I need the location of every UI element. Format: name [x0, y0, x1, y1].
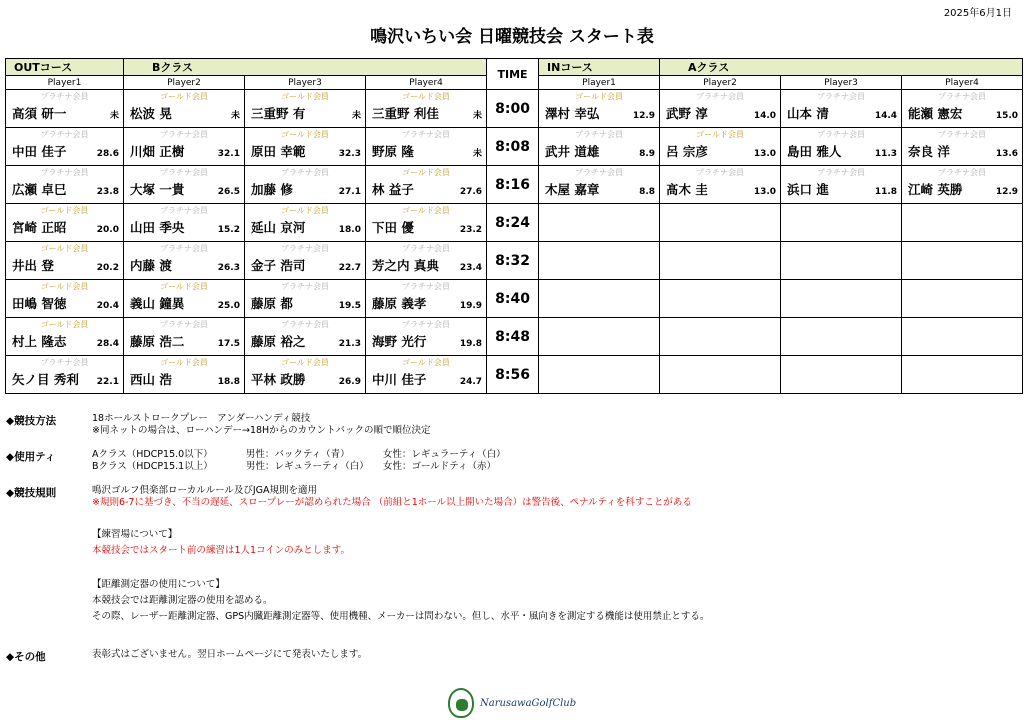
in-player-cell	[660, 242, 781, 280]
in-player-cell	[660, 204, 781, 242]
player-handicap: 8.8	[639, 187, 656, 197]
tee-time: 8:24	[487, 204, 539, 242]
player-handicap: 12.9	[632, 111, 656, 121]
player-name: 江崎 英勝	[908, 182, 963, 197]
membership-badge: プラチナ会員	[402, 320, 451, 329]
membership-badge: プラチナ会員	[281, 244, 329, 253]
player-name: 加藤 修	[251, 182, 293, 197]
player-name: 三重野 有	[251, 106, 306, 121]
player-name: 藤原 浩二	[130, 334, 185, 349]
note-line: 表彰式はございません。翌日ホームページにて発表いたします。	[92, 649, 368, 660]
player-handicap: 11.3	[874, 149, 898, 159]
out-player-cell	[6, 356, 124, 394]
player-handicap: 20.0	[96, 225, 119, 235]
player-handicap: 13.6	[995, 149, 1019, 159]
player-handicap: 19.5	[338, 301, 361, 311]
player-name: 武井 道雄	[545, 144, 600, 159]
player-name: 高須 研一	[12, 106, 67, 121]
membership-badge: ゴールド会員	[281, 92, 329, 101]
pairing-row	[6, 204, 1023, 242]
player-handicap: 13.0	[753, 187, 777, 197]
in-player-cell	[902, 242, 1023, 280]
out-player-cell	[245, 242, 366, 280]
player-name: 藤原 義孝	[372, 296, 427, 311]
out-player-cell	[124, 166, 245, 204]
player-name: 延山 京河	[251, 220, 306, 235]
tee-time: 8:48	[487, 318, 539, 356]
membership-badge: プラチナ会員	[938, 92, 987, 101]
membership-badge: ゴールド会員	[40, 244, 89, 253]
player-name: 金子 浩司	[251, 258, 306, 273]
membership-badge: ゴールド会員	[402, 358, 450, 367]
player-name: 平林 政勝	[251, 372, 306, 387]
player-name: 海野 光行	[372, 334, 427, 349]
player-name: 髙木 圭	[666, 182, 708, 197]
note-label: ◆競技方法	[6, 415, 57, 427]
out-player-cell	[245, 166, 366, 204]
note-line: その際、レーザー距離測定器、GPS内臓距離測定器等、使用機種、メーカーは問わない。但し、水平・風向きを測定する機能は使用禁止とする。	[92, 611, 710, 622]
note-text	[92, 485, 992, 509]
in-player-cell	[902, 318, 1023, 356]
player-name: 澤村 幸弘	[545, 106, 600, 121]
in-player-cell	[781, 242, 902, 280]
player-handicap: 26.3	[217, 263, 240, 273]
note-line: 【練習場について】	[92, 529, 178, 540]
out-player-label-4: Player4	[366, 76, 487, 90]
out-player-cell	[245, 128, 366, 166]
note-line: 本競技会ではスタート前の練習は1人1コインのみとします。	[92, 545, 351, 556]
course-header-row	[6, 59, 1023, 76]
note-text	[92, 413, 992, 437]
note-text	[92, 449, 992, 473]
membership-badge: プラチナ会員	[40, 358, 89, 367]
pairing-row	[6, 128, 1023, 166]
player-handicap: 32.1	[217, 149, 240, 159]
out-player-cell	[6, 280, 124, 318]
membership-badge: プラチナ会員	[40, 130, 89, 139]
in-player-cell	[539, 128, 660, 166]
player-name: 林 益子	[372, 182, 414, 197]
player-handicap: 11.8	[874, 187, 898, 197]
membership-badge: プラチナ会員	[281, 282, 329, 291]
note-line: ※規則6-7に基づき、不当の遅延、スロープレーが認められた場合 （前組と1ホール以上開いた場合）は警告後、ペナルティを科すことがある	[92, 497, 692, 508]
in-player-cell	[781, 204, 902, 242]
tee-time: 8:16	[487, 166, 539, 204]
player-name: 島田 雅人	[787, 144, 842, 159]
in-player-cell	[902, 280, 1023, 318]
in-player-label-4: Player4	[902, 76, 1023, 90]
out-player-cell	[6, 128, 124, 166]
in-player-cell	[902, 90, 1023, 128]
note-line: Aクラス（HDCP15.0以下） 男性：バックティ（青） 女性：レギュラーティ（白）	[92, 449, 506, 460]
membership-badge: プラチナ会員	[402, 244, 451, 253]
note-text	[92, 649, 992, 661]
out-class-label: Bクラス	[124, 59, 487, 76]
player-handicap: 28.6	[96, 149, 119, 159]
player-name: 野原 隆	[372, 144, 414, 159]
out-player-label-3: Player3	[245, 76, 366, 90]
tee-time: 8:00	[487, 90, 539, 128]
membership-badge: プラチナ会員	[281, 168, 329, 177]
in-player-cell	[781, 90, 902, 128]
note-line: ※同ネットの場合は、ローハンデー→18Hからのカウントバックの順で順位決定	[92, 425, 431, 436]
tee-time: 8:56	[487, 356, 539, 394]
player-handicap: 14.4	[874, 111, 898, 121]
membership-badge: ゴールド会員	[160, 282, 208, 291]
out-player-cell	[124, 280, 245, 318]
out-player-cell	[366, 90, 487, 128]
in-player-cell	[660, 318, 781, 356]
out-player-cell	[245, 280, 366, 318]
in-player-cell	[781, 280, 902, 318]
in-player-label-1: Player1	[539, 76, 660, 90]
player-name: 原田 幸範	[251, 144, 306, 159]
membership-badge: プラチナ会員	[160, 168, 208, 177]
membership-badge: プラチナ会員	[160, 320, 208, 329]
membership-badge: ゴールド会員	[402, 206, 450, 215]
membership-badge: ゴールド会員	[575, 92, 623, 101]
membership-badge: ゴールド会員	[281, 358, 329, 367]
player-name: 芳之内 真典	[372, 258, 439, 273]
pairing-row	[6, 280, 1023, 318]
out-player-cell	[245, 204, 366, 242]
out-player-cell	[6, 318, 124, 356]
player-handicap: 18.8	[217, 377, 240, 387]
out-player-cell	[366, 166, 487, 204]
player-handicap: 24.7	[459, 377, 483, 387]
membership-badge: ゴールド会員	[40, 282, 89, 291]
out-course-label: OUTコース	[6, 59, 124, 76]
tee-time: 8:08	[487, 128, 539, 166]
membership-badge: プラチナ会員	[160, 130, 208, 139]
player-handicap: 18.0	[338, 225, 361, 235]
out-player-cell	[245, 318, 366, 356]
pairing-row	[6, 318, 1023, 356]
membership-badge: ゴールド会員	[160, 92, 208, 101]
out-player-label-1: Player1	[6, 76, 124, 90]
player-name: 奈良 洋	[908, 144, 950, 159]
membership-badge: プラチナ会員	[402, 130, 451, 139]
in-player-cell	[539, 90, 660, 128]
membership-badge: プラチナ会員	[160, 244, 208, 253]
player-handicap: 28.4	[96, 339, 119, 349]
membership-badge: プラチナ会員	[40, 92, 89, 101]
out-player-cell	[6, 166, 124, 204]
club-logo	[448, 688, 578, 720]
in-player-cell	[660, 166, 781, 204]
in-player-cell	[539, 356, 660, 394]
membership-badge: プラチナ会員	[40, 168, 89, 177]
player-handicap: 22.7	[338, 263, 361, 273]
in-player-cell	[539, 166, 660, 204]
in-player-cell	[539, 204, 660, 242]
membership-badge: プラチナ会員	[817, 168, 866, 177]
player-handicap: 14.0	[753, 111, 777, 121]
out-player-cell	[245, 356, 366, 394]
player-name: 中田 佳子	[12, 144, 67, 159]
membership-badge: プラチナ会員	[817, 92, 866, 101]
in-player-cell	[902, 204, 1023, 242]
page-title: 鳴沢いちい会 日曜競技会 スタート表	[370, 27, 654, 47]
player-handicap: 26.9	[338, 377, 361, 387]
player-name: 藤原 都	[251, 296, 293, 311]
player-handicap: 21.3	[338, 339, 361, 349]
in-player-cell	[660, 356, 781, 394]
player-handicap: 12.9	[995, 187, 1019, 197]
player-handicap: 19.9	[459, 301, 483, 311]
start-table	[5, 58, 1023, 394]
out-player-cell	[124, 90, 245, 128]
note-line: 18ホールストロークプレー アンダーハンディ競技	[92, 413, 311, 424]
in-player-cell	[902, 356, 1023, 394]
player-handicap: 未	[109, 111, 119, 121]
out-player-cell	[6, 90, 124, 128]
in-player-cell	[660, 128, 781, 166]
player-name: 村上 隆志	[12, 334, 67, 349]
note-line: 本競技会では距離測定器の使用を認める。	[92, 595, 273, 606]
out-player-cell	[366, 128, 487, 166]
player-name: 能瀬 憲宏	[908, 106, 963, 121]
in-player-cell	[781, 128, 902, 166]
out-player-cell	[124, 204, 245, 242]
player-handicap: 23.4	[459, 263, 483, 273]
membership-badge: プラチナ会員	[160, 206, 208, 215]
document-date: 2025年6月1日	[943, 8, 1012, 19]
player-name: 呂 宗彦	[666, 144, 708, 159]
in-player-cell	[539, 280, 660, 318]
pairing-row	[6, 356, 1023, 394]
membership-badge: ゴールド会員	[40, 206, 89, 215]
note-label: ◆使用ティ	[6, 451, 56, 463]
membership-badge: プラチナ会員	[575, 130, 624, 139]
player-handicap: 25.0	[217, 301, 240, 311]
membership-badge: プラチナ会員	[817, 130, 866, 139]
player-name: 武野 淳	[666, 106, 708, 121]
out-player-cell	[124, 128, 245, 166]
tee-time: 8:40	[487, 280, 539, 318]
in-player-cell	[781, 356, 902, 394]
player-handicap: 未	[473, 149, 483, 159]
out-player-cell	[245, 90, 366, 128]
in-player-cell	[660, 280, 781, 318]
time-header: TIME	[487, 59, 539, 90]
out-player-cell	[124, 318, 245, 356]
player-name: 浜口 進	[787, 182, 829, 197]
note-line: 鳴沢ゴルフ倶楽部ローカルルール及びJGA規則を適用	[92, 485, 318, 496]
pairing-row	[6, 166, 1023, 204]
out-player-cell	[6, 242, 124, 280]
player-name: 木屋 嘉章	[545, 182, 600, 197]
note-line: Bクラス（HDCP15.1以上） 男性：レギュラーティ（白） 女性：ゴールドティ（赤）	[92, 461, 496, 472]
player-name: 井出 登	[12, 258, 54, 273]
membership-badge: ゴールド会員	[696, 130, 744, 139]
membership-badge: ゴールド会員	[40, 320, 89, 329]
out-player-cell	[366, 242, 487, 280]
in-player-label-3: Player3	[781, 76, 902, 90]
note-label: ◆競技規則	[6, 487, 57, 499]
player-name: 宮崎 正昭	[12, 220, 67, 235]
note-line: 【距離測定器の使用について】	[92, 579, 225, 590]
player-name: 西山 浩	[130, 372, 172, 387]
player-name: 矢ノ目 秀利	[12, 372, 79, 387]
membership-badge: ゴールド会員	[281, 206, 329, 215]
player-name: 広瀬 卓巳	[12, 182, 67, 197]
pairing-row	[6, 242, 1023, 280]
player-handicap: 19.8	[459, 339, 483, 349]
in-course-label: INコース	[539, 59, 660, 76]
player-name: 内藤 渡	[130, 258, 172, 273]
membership-badge: プラチナ会員	[575, 168, 624, 177]
player-handicap: 20.4	[96, 301, 119, 311]
player-handicap: 23.8	[96, 187, 119, 197]
tee-time: 8:32	[487, 242, 539, 280]
player-name: 山田 季央	[130, 220, 185, 235]
membership-badge: プラチナ会員	[938, 168, 987, 177]
out-player-cell	[6, 204, 124, 242]
player-handicap: 22.1	[96, 377, 119, 387]
player-name: 田嶋 智徳	[12, 296, 67, 311]
club-logo-text: NarusawaGolfClub	[480, 698, 577, 709]
note-label: ◆その他	[6, 651, 46, 663]
out-player-cell	[124, 242, 245, 280]
membership-badge: プラチナ会員	[402, 282, 451, 291]
membership-badge: プラチナ会員	[696, 92, 745, 101]
membership-badge: ゴールド会員	[402, 92, 450, 101]
out-player-cell	[366, 356, 487, 394]
out-player-label-2: Player2	[124, 76, 245, 90]
player-handicap: 未	[351, 111, 361, 121]
in-player-cell	[902, 128, 1023, 166]
out-player-cell	[366, 280, 487, 318]
in-player-label-2: Player2	[660, 76, 781, 90]
membership-badge: プラチナ会員	[696, 168, 745, 177]
player-handicap: 15.2	[217, 225, 240, 235]
membership-badge: ゴールド会員	[402, 168, 450, 177]
in-player-cell	[902, 166, 1023, 204]
out-player-cell	[366, 204, 487, 242]
membership-badge: プラチナ会員	[281, 320, 329, 329]
pairing-row	[6, 90, 1023, 128]
membership-badge: プラチナ会員	[938, 130, 987, 139]
note-text	[92, 527, 992, 559]
player-name: 川畑 正樹	[130, 144, 185, 159]
player-handicap: 27.1	[338, 187, 361, 197]
player-handicap: 23.2	[459, 225, 483, 235]
player-handicap: 32.3	[338, 149, 361, 159]
in-player-cell	[781, 318, 902, 356]
player-handicap: 15.0	[995, 111, 1019, 121]
in-player-cell	[539, 318, 660, 356]
player-name: 下田 優	[372, 220, 414, 235]
player-handicap: 8.9	[639, 149, 656, 159]
in-player-cell	[660, 90, 781, 128]
note-text	[92, 577, 992, 625]
player-name: 大塚 一貴	[130, 182, 185, 197]
player-name: 義山 鐘異	[130, 296, 185, 311]
golf-club-dog-emblem-icon	[448, 688, 474, 718]
player-handicap: 17.5	[217, 339, 240, 349]
out-player-cell	[366, 318, 487, 356]
membership-badge: ゴールド会員	[281, 130, 329, 139]
in-class-label: Aクラス	[660, 59, 1023, 76]
player-handicap: 13.0	[753, 149, 777, 159]
player-handicap: 20.2	[96, 263, 119, 273]
player-name: 三重野 利佳	[372, 106, 439, 121]
player-handicap: 27.6	[459, 187, 483, 197]
player-name: 松波 晃	[130, 106, 172, 121]
out-player-cell	[124, 356, 245, 394]
player-handicap: 未	[473, 111, 483, 121]
in-player-cell	[539, 242, 660, 280]
player-name: 藤原 裕之	[251, 334, 306, 349]
player-handicap: 未	[230, 111, 240, 121]
in-player-cell	[781, 166, 902, 204]
player-name: 中川 佳子	[372, 372, 427, 387]
player-name: 山本 清	[787, 106, 829, 121]
player-handicap: 26.5	[217, 187, 240, 197]
membership-badge: ゴールド会員	[160, 358, 208, 367]
